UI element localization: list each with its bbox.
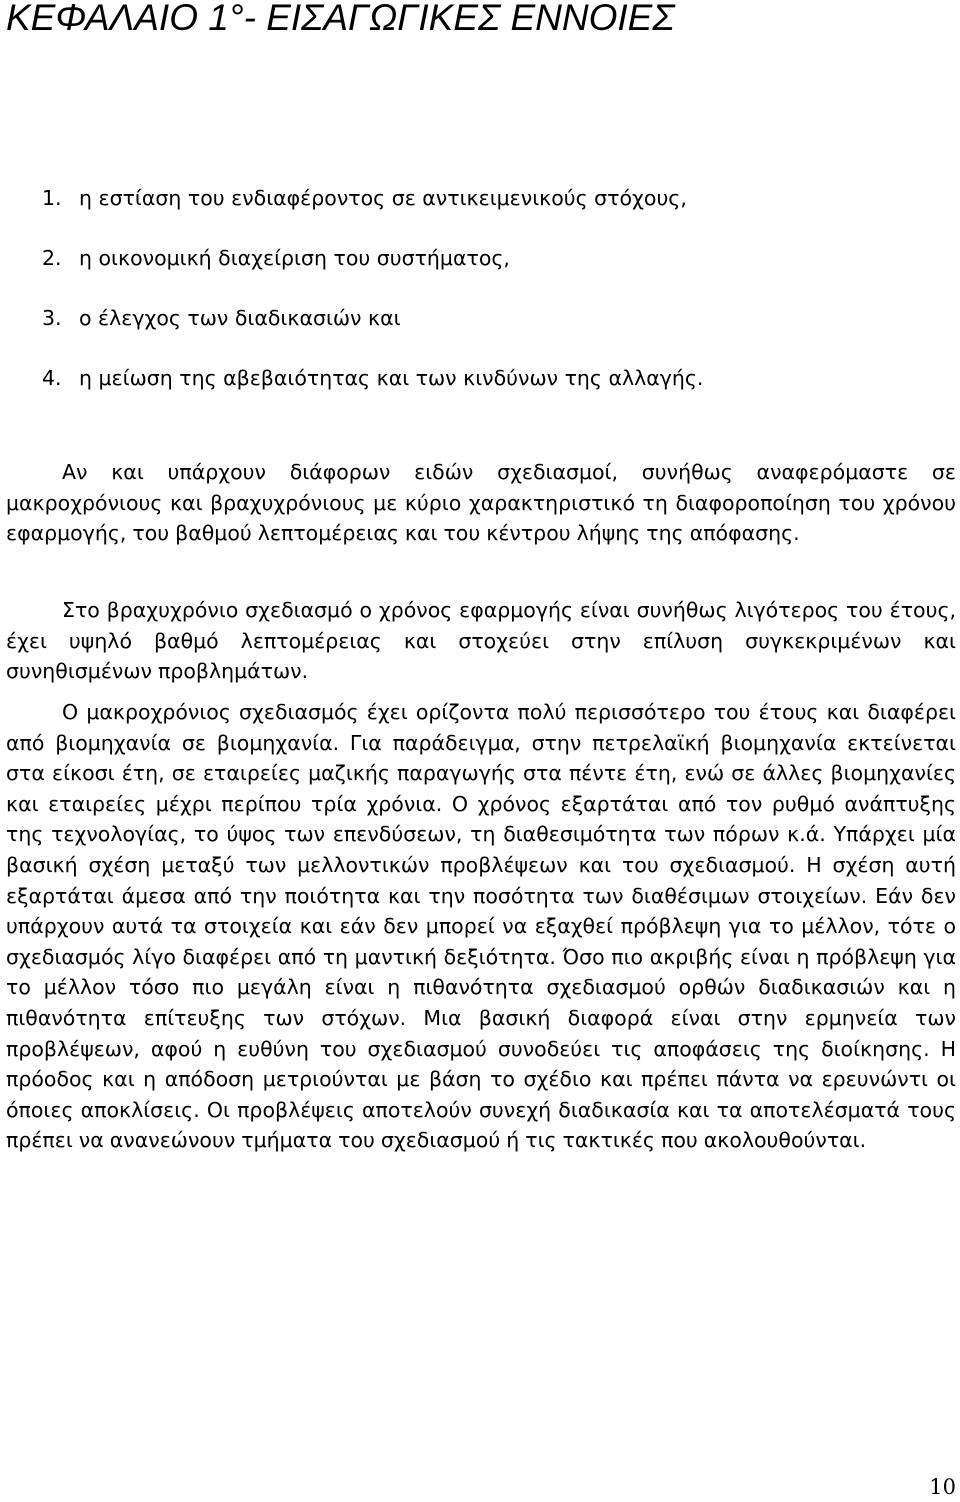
list-item-text: ο έλεγχος των διαδικασιών και <box>79 306 401 330</box>
list-item <box>42 288 703 348</box>
list-item-number: 3. <box>42 306 62 330</box>
paragraph-long-term-planning: Ο μακροχρόνιος σχεδιασμός έχει ορίζοντα πολύ περισσότερο του έτους και διαφέρει από βιομηχανία σε βιομηχανία. Για παράδειγμα, στην πετρελαϊκή βιομηχανία εκτείνεται στα είκοσι έτη, σε εταιρείες μαζικής παραγωγής στα πέντε έτη, ενώ σε άλλες βιομηχανίες και εταιρείες μέχρι περίπου τρία χρόνια. Ο χρόνος εξαρτάται από τον ρυθμό ανάπτυξης της τεχνολογίας, το ύψος των επενδύσεων, τη διαθεσιμότητα των πόρων κ.ά. Υπάρχει μία βασική σχέση μεταξύ των μελλοντικών προβλέψεων και του σχεδιασμού. Η σχέση αυτή εξαρτάται άμεσα από την ποιότητα και την ποσότητα των διαθέσιμων στοιχείων. Εάν δεν υπάρχουν αυτά τα στοιχεία και εάν δεν μπορεί να εξαχθεί πρόβλεψη για το μέλλον, τότε ο σχεδιασμός λίγο διαφέρει από τη μαντική δεξιότητα. Όσο πιο ακριβής είναι η πρόβλεψη για το μέλλον τόσο πιο μεγάλη είναι η πιθανότητα σχεδιασμού ορθών διαδικασιών και η πιθανότητα επίτευξης των στόχων. Μια βασική διαφορά είναι στην ερμηνεία των προβλέψεων, αφού η ευθύνη του σχεδιασμού συνοδεύει τις αποφάσεις της διοίκησης. Η πρόοδος και η απόδοση μετριούνται με βάση το σχέδιο και πρέπει πάντα να ερευνώντι οι όποιες αποκλίσεις. Οι προβλέψεις αποτελούν συνεχή διαδικασία και τα αποτελέσματά τους πρέπει να ανανεώνουν τμήματα του σχεδιασμού ή τις τακτικές που ακολουθούνται. <box>6 700 956 1153</box>
page-number: 10 <box>929 1475 956 1499</box>
list-item-number: 4. <box>42 366 62 390</box>
list-item <box>42 348 703 408</box>
list-item-text: η εστίαση του ενδιαφέροντος σε αντικειμενικούς στόχους, <box>79 186 687 210</box>
planning-goals-list <box>42 168 703 408</box>
list-item-text: η οικονομική διαχείριση του συστήματος, <box>79 246 510 270</box>
list-item-number: 1. <box>42 186 62 210</box>
list-item <box>42 228 703 288</box>
list-item <box>42 168 703 228</box>
chapter-title: ΚΕΦΑΛΑΙΟ 1°- ΕΙΣΑΓΩΓΙΚΕΣ ΕΝΝΟΙΕΣ <box>6 0 675 38</box>
list-item-text: η μείωση της αβεβαιότητας και των κινδύνων της αλλαγής. <box>79 366 704 390</box>
paragraph-short-term-planning: Στο βραχυχρόνιο σχεδιασμό ο χρόνος εφαρμογής είναι συνήθως λιγότερος του έτους, έχει υψηλό βαθμό λεπτομέρειας και στοχεύει στην επίλυση συγκεκριμένων και συνηθισμένων προβλημάτων. <box>6 598 956 684</box>
list-item-number: 2. <box>42 246 62 270</box>
paragraph-planning-types: Αν και υπάρχουν διάφορων ειδών σχεδιασμοί, συνήθως αναφερόμαστε σε μακροχρόνιους και βραχυχρόνιους με κύριο χαρακτηριστικό τη διαφοροποίηση του χρόνου εφαρμογής, του βαθμού λεπτομέρειας και του κέντρου λήψης της απόφασης. <box>6 460 956 546</box>
